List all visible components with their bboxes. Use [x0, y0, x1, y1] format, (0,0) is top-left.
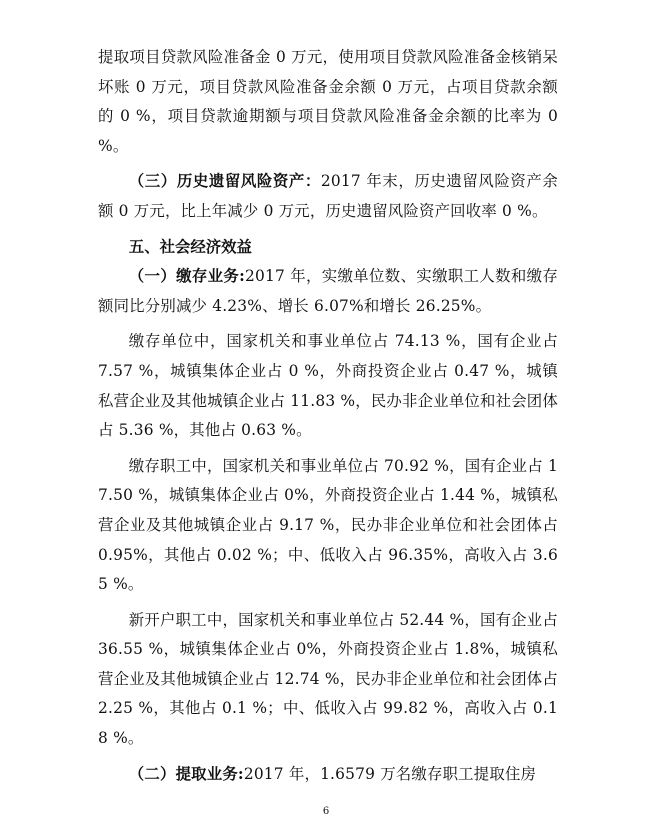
paragraph-withdrawal-business-body: 2017 年，1.6579 万名缴存职工提取住房	[243, 764, 537, 783]
paragraph-historical-risk-assets-body: 2017 年末，历史遗留风险资产余额 0 万元，比上年减少 0 万元，历史遗留风险资产回收率 0 %。	[98, 172, 558, 220]
paragraph-deposit-business-body: 2017 年，实缴单位数、实缴职工人数和缴存额同比分别减少 4.23%、增长 6.07%和增长 26.25%。	[98, 267, 558, 315]
paragraph-loan-risk-reserve: 提取项目贷款风险准备金 0 万元，使用项目贷款风险准备金核销呆坏账 0 万元，项目贷款风险准备金余额 0 万元，占项目贷款余额的 0 %，项目贷款逾期额与项目贷款风险准备金余额的比率为 0 %。	[98, 48, 558, 155]
paragraph-depositing-employees: 缴存职工中，国家机关和事业单位占 70.92 %，国有企业占 17.50 %，城镇集体企业占 0%，外商投资企业占 1.44 %，城镇私营企业及其他城镇企业占 9.17 %，民办非企业单位和社会团体占 0.95%，其他占 0.02 %；中、低收入占 96.35%，高收入占 3.65 %。	[98, 456, 558, 594]
page-number: 6	[322, 806, 330, 817]
subheading-deposit-business: （一）缴存业务:	[128, 267, 245, 286]
paragraph-withdrawal-business	[98, 760, 558, 790]
paragraph-historical-risk-assets	[98, 167, 558, 226]
paragraph-new-account-employees: 新开户职工中，国家机关和事业单位占 52.44 %，国有企业占 36.55 %，城镇集体企业占 0%，外商投资企业占 1.8%，城镇私营企业及其他城镇企业占 12.74 %，民办非企业单位和社会团体占 2.25 %，其他占 0.1 %；中、低收入占 99.82 %，高收入占 0.18 %。	[98, 610, 558, 748]
paragraph-deposit-business	[98, 262, 558, 321]
subheading-withdrawal-business: （二）提取业务:	[128, 764, 244, 783]
document-body	[98, 43, 558, 795]
subheading-historical-risk-assets: （三）历史遗留风险资产：	[128, 172, 321, 191]
section-heading-social-economic-benefits: 五、社会经济效益	[128, 237, 252, 256]
paragraph-depositing-units: 缴存单位中，国家机关和事业单位占 74.13 %，国有企业占 7.57 %，城镇集体企业占 0 %，外商投资企业占 0.47 %，城镇私营企业及其他城镇企业占 11.83 %，民办非企业单位和社会团体占 5.36 %，其他占 0.63 %。	[98, 332, 558, 440]
